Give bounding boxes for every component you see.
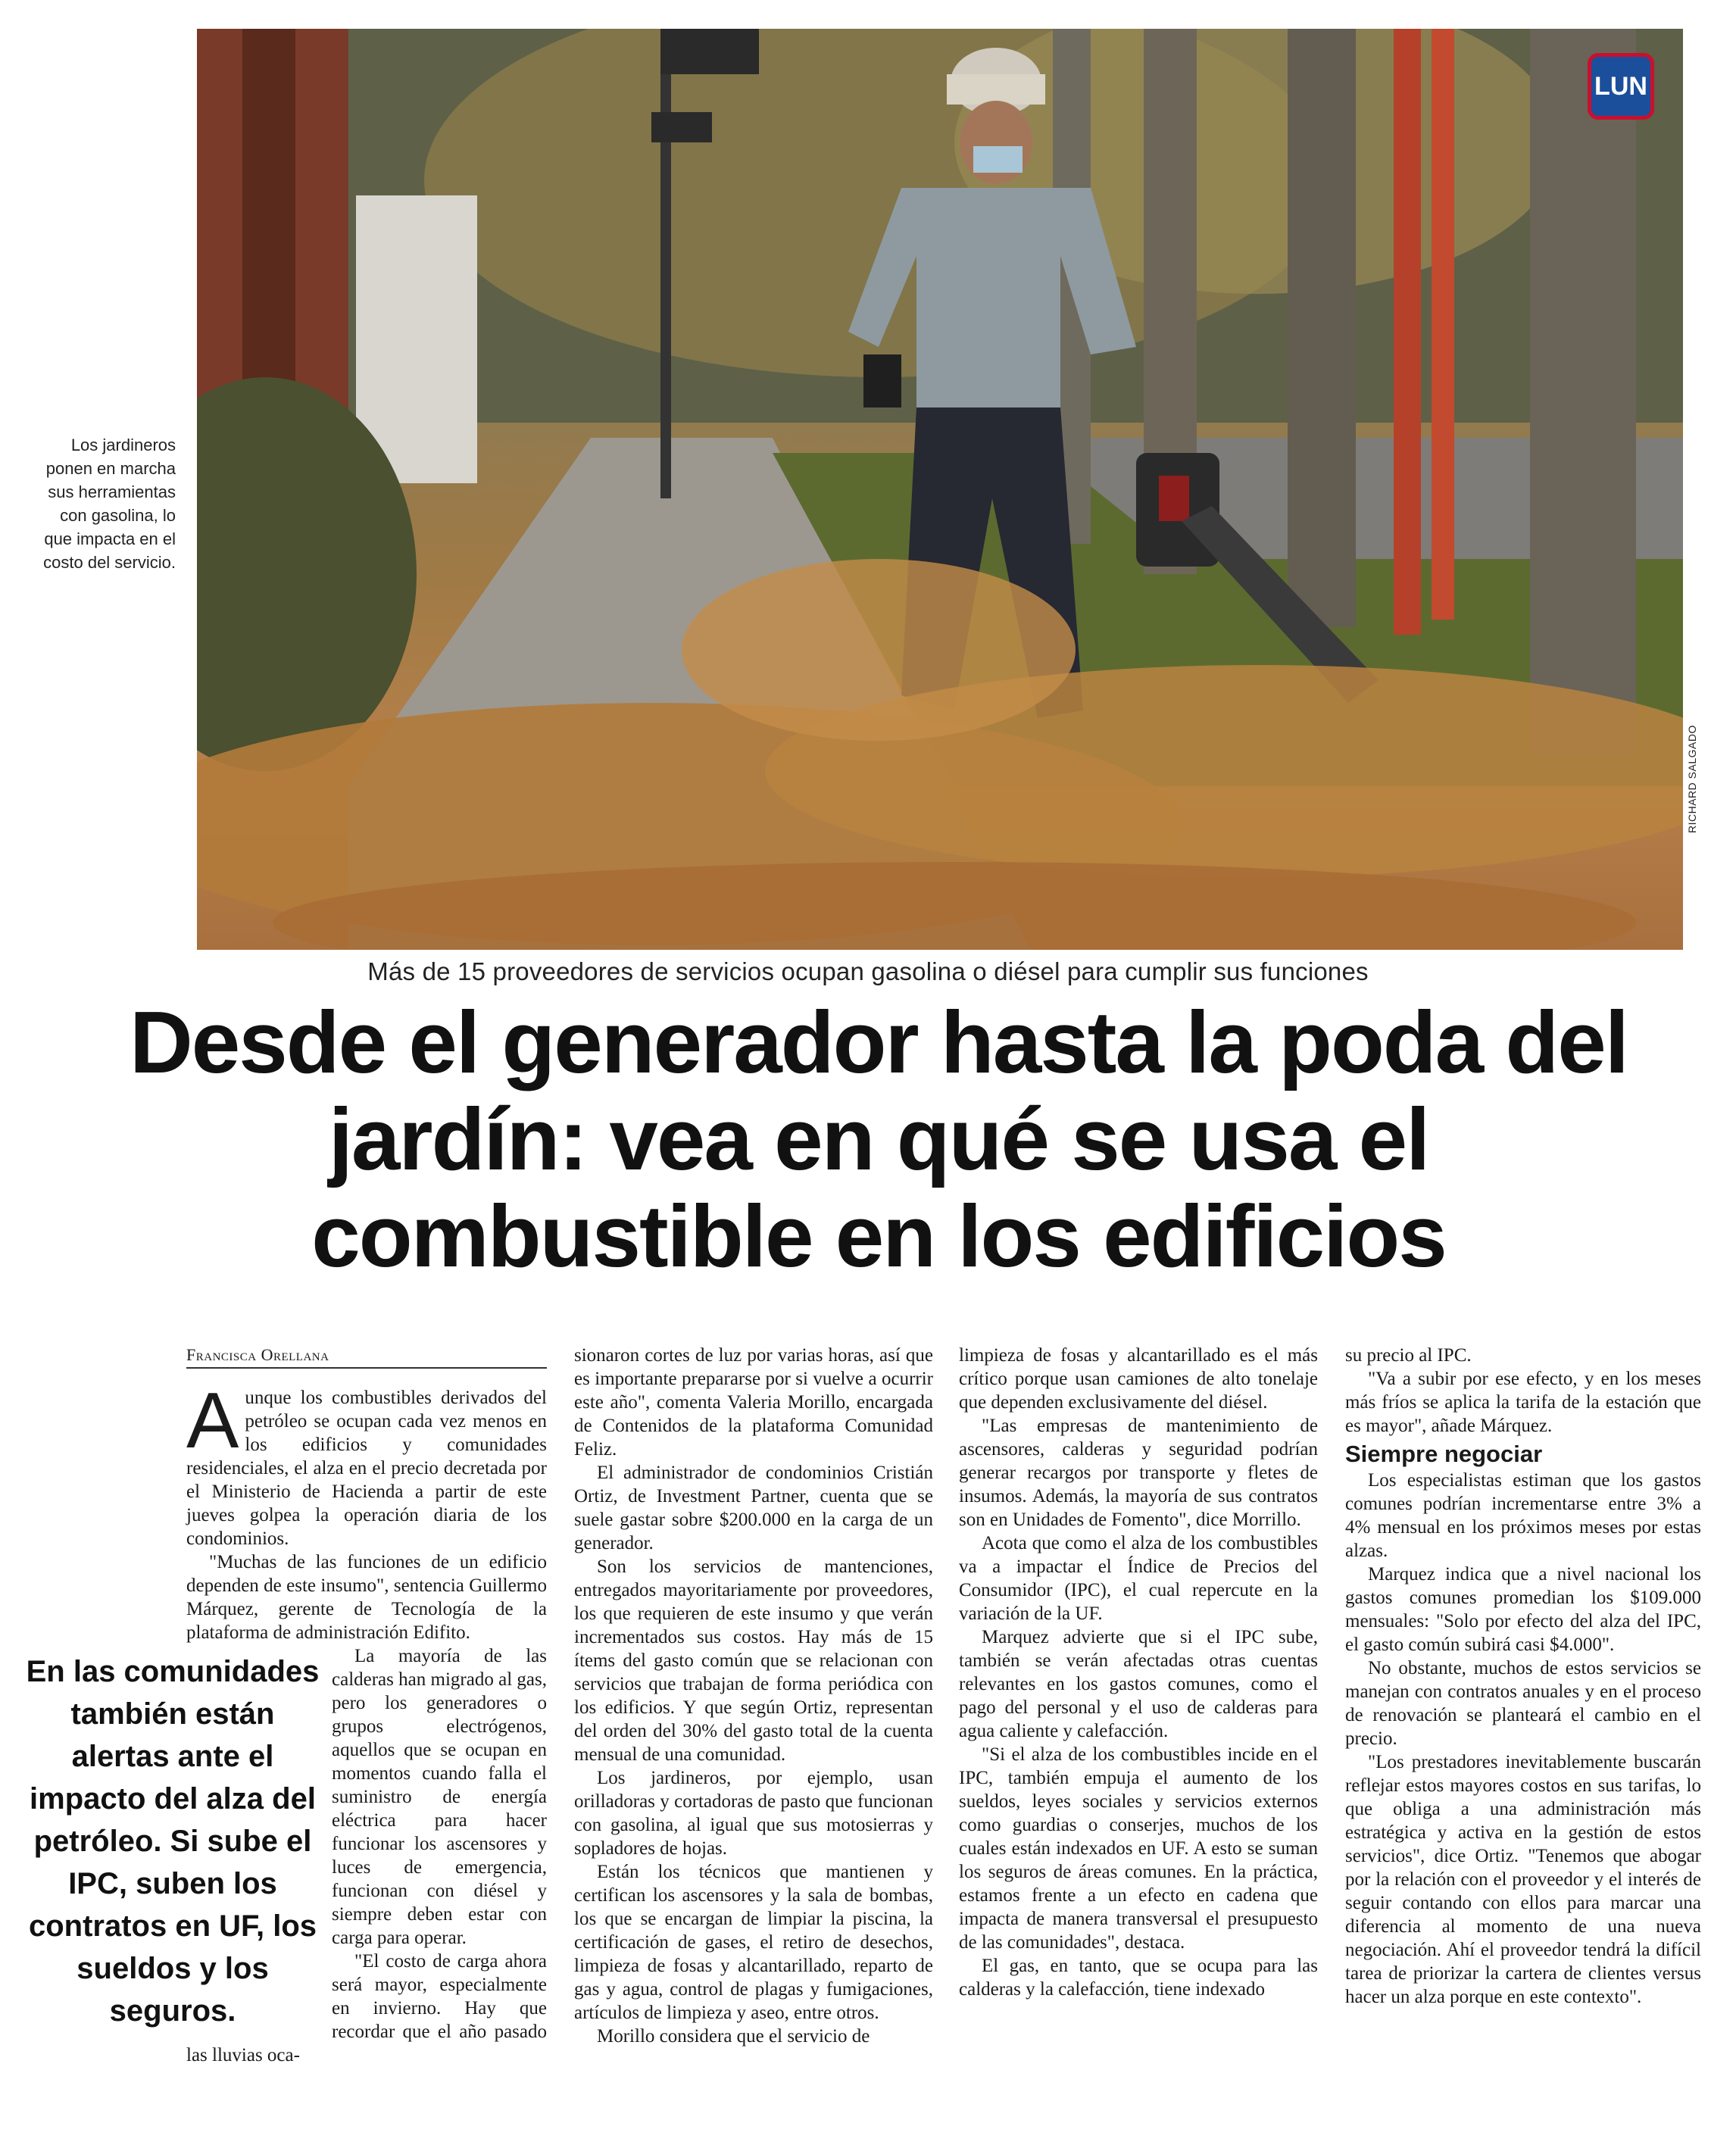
paragraph: su precio al IPC.	[1345, 1345, 1472, 1366]
article-column-4	[1345, 1344, 1701, 2009]
article-column-1	[26, 1377, 547, 2067]
kicker: Más de 15 proveedores de servicios ocupan gasolina o diésel para cumplir sus funciones	[367, 957, 1369, 985]
paragraph: El gas, en tanto, que se ocupa para las calderas y la calefacción, tiene indexado	[959, 1956, 1318, 2000]
paragraph: Aunque los combustibles derivados del petróleo se ocupan cada vez menos en los edificios y comunidades residenciales, el alza en el precio decretada por el Ministerio de Hacienda a partir de este jueves golpea la operación diaria de los condominios.	[186, 1377, 547, 1549]
paragraph: sionaron cortes de luz por varias horas, así que es importante prepararse por si vuelve a ocurrir este año", comenta Valeria Morillo, encargada de Contenidos de la plataforma Comunidad Feliz.	[574, 1345, 933, 1460]
paragraph: La mayoría de las calderas han migrado al gas, pero los generadores o grupos electrógenos, aquellos que se ocupan en momentos cuando falla el suministro de energía eléctrica para hacer funcionar los ascensores y luces de emergencia, funcionan con diésel y siempre deben estar con carga para operar.	[332, 1646, 547, 1948]
paragraph: El administrador de condominios Cristián Ortiz, de Investment Partner, cuenta que se suele gastar sobre $200.000 en la carga de un generador.	[574, 1463, 933, 1553]
paragraph: No obstante, muchos de estos servicios se manejan con contratos anuales y en el proceso de renovación se planteará el cambio en el precio.	[1345, 1658, 1701, 1749]
paragraph: Los especialistas estiman que los gastos comunes podrían incrementarse entre 3% a 4% mensual en los próximos meses por estas alzas.	[1345, 1470, 1701, 1561]
photo-credit: RICHARD SALGADO	[1686, 725, 1698, 833]
paragraph: Acota que como el alza de los combustibles va a impactar el Índice de Precios del Consumidor (IPC), el cual repercute en la variación de la UF.	[959, 1533, 1318, 1624]
article-column-3	[959, 1344, 1318, 2001]
paragraph: Marquez indica que a nivel nacional los gastos comunes promedian los $109.000 mensuales: "Solo por efecto del alza del IPC, el gasto común subirá casi $4.000".	[1345, 1564, 1701, 1655]
paragraph: Morillo considera que el servicio de	[597, 2026, 870, 2047]
paragraph: limpieza de fosas y alcantarillado es el más crítico porque usan camiones de alto tonelaje que dependen exclusivamente del diésel.	[959, 1345, 1318, 1413]
paragraph: "Va a subir por ese efecto, y en los meses más fríos se aplica la tarifa de la estación que es mayor", añade Márquez.	[1345, 1369, 1701, 1436]
headline: Desde el generador hasta la poda del jardín: vea en qué se usa el combustible en los edificios	[130, 993, 1628, 1285]
paragraph: Los jardineros, por ejemplo, usan orilladoras y cortadoras de pasto que funcionan con gasolina, al igual que sus motosierras y sopladores de hojas.	[574, 1768, 933, 1859]
byline: Francisca Orellana	[186, 1345, 547, 1369]
paragraph: "El costo de carga ahora será mayor, especialmente en invierno. Hay que recordar que el año pasado las lluvias oca-	[186, 1951, 547, 2065]
photo-caption: Los jardineros ponen en marcha sus herramientas con gasolina, lo que impacta en el costo del servicio.	[43, 436, 176, 572]
pull-quote: En las comunidades también están alertas ante el impacto del alza del petróleo. Si sube el IPC, suben los contratos en UF, los sueldos y los seguros.	[26, 1655, 320, 2028]
drop-cap: A	[186, 1377, 239, 1465]
paragraph: Son los servicios de mantenciones, entregados mayoritariamente por proveedores, los que requieren de este insumo y que verán incrementados sus costos. Hay más de 15 ítems del gasto común que se relacionan con servicios que trabajan de forma periódica con los edificios. Y que según Ortiz, representan del orden del 30% del gasto total de la cuenta mensual de una comunidad.	[574, 1556, 933, 1765]
paragraph: Marquez advierte que si el IPC sube, también se verán afectadas otras cuentas relevantes en los gastos comunes, como el pago del personal y el uso de calderas para agua caliente y calefacción.	[959, 1627, 1318, 1741]
paragraph: "Los prestadores inevitablemente buscarán reflejar estos mayores costos en sus tarifas, lo que obliga a una administración más estratégica y activa en la gestión de estos servicios", dice Ortiz. "Tenemos que abogar por la relación con el proveedor y el interés de seguir contando con ellos para marcar una diferencia al momento de una nueva negociación. Ahí el proveedor tendrá la difícil tarea de priorizar la cartera de clientes versus hacer un alza porque en este contexto".	[1345, 1752, 1701, 2007]
article-column-2	[574, 1344, 933, 2048]
paragraph: "Si el alza de los combustibles incide en el IPC, también empuja el aumento de los sueldos, leyes sociales y servicios externos como guardias o conserjes, muchos de los cuales están indexados en UF. A esto se suman los seguros de áreas comunes. En la práctica, estamos frente a un efecto en cadena que impacta de manera transversal el presupuesto de las comunidades", destaca.	[959, 1744, 1318, 1953]
paragraph: "Las empresas de mantenimiento de ascensores, calderas y seguridad podrían generar recargos por transporte y fletes de insumos. Además, la mayoría de sus contratos son en Unidades de Fomento", dice Morrillo.	[959, 1416, 1318, 1530]
subheading: Siempre negociar	[1345, 1441, 1543, 1467]
gardener-leaf-blower-illustration	[197, 29, 1683, 950]
paragraph: "Muchas de las funciones de un edificio dependen de este insumo", sentencia Guillermo Márquez, gerente de Tecnología de la plataforma de administración Edifito.	[186, 1552, 547, 1643]
lun-logo: LUN	[1588, 53, 1654, 120]
paragraph: Están los técnicos que mantienen y certifican los ascensores y la sala de bombas, los que se encargan de limpiar la piscina, la certificación de gases, el retiro de desechos, limpieza de fosas y alcantarillado, reparto de gas y agua, control de plagas y fumigaciones, artículos de limpieza y aseo, entre otros.	[574, 1862, 933, 2023]
article-photo	[197, 29, 1683, 950]
